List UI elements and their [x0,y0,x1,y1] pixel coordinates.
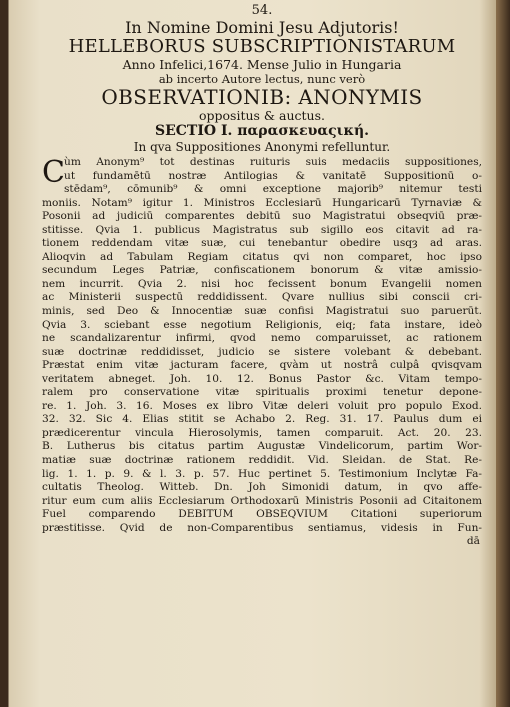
body-text [42,156,482,548]
text-line: nem incurrit. Qvia 2. nisi hoc fecissent bonum Evangelii nomen [42,277,482,290]
text-line: 32. 32. Sic 4. Elias stitit se Achabo 2. Reg. 31. 17. Paulus dum ei [42,413,482,426]
text-line: moniis. Notam⁹ igitur 1. Ministros Ecclesiarū Hungaricarū Tyrnaviæ & [42,196,482,209]
section-subtitle: In qva Suppositiones Anonymi refelluntur. [133,140,391,154]
text-line: secundum Leges Patriæ, confiscationem bonorum & vitæ amissio- [42,264,482,277]
text-line: ralem pro conservatione vitæ spiritualis proximi tenetur depone- [42,386,482,399]
text-line: stitisse. Qvia 1. publicus Magistratus sub sigillo eos citavit ad ra- [42,223,482,236]
book-binding [496,0,510,707]
book-page [42,4,482,704]
text-line: lig. 1. 1. p. 9. & l. 3. p. 57. Huc pertinet 5. Testimonium Inclytæ Fa- [42,467,482,480]
heading-oppositus: oppositus & auctus. [199,108,325,123]
section-heading: SECTIO I. παρασκευαςική. [154,123,370,139]
text-line: tionem reddendam vitæ suæ, cui tenebantur obedire usqȝ ad aras. [42,237,482,250]
text-line: Qvia 3. sciebant esse negotium Religionis, eiq; fata instare, ideò [42,318,482,331]
text-line: cultatis Theolog. Witteb. Dn. Joh Simonidi datum, in qvo affe- [42,481,482,494]
text-line: Præstat enim vitæ jacturam facere, qvàm ut nostrâ culpâ qvisqvam [42,359,482,372]
text-line: ùm Anonym⁹ tot destinas ruituris suis medaciis suppositiones, [64,156,482,168]
text-line: ne scandalizarentur infirmi, qvod nemo comparuisset, ac rationem [42,332,482,345]
text-line: Posonii ad judiciū comparentes debitū suo Magistratui obseqviū præ- [42,210,482,223]
page-number: 54. [251,4,273,18]
text-line: matiæ suæ doctrinæ rationem reddidit. Vid. Sleidan. de Stat. Re- [42,454,482,467]
text-line: Fuel comparendo DEBITUM OBSEQVIUM Citationi superiorum [42,508,482,521]
text-line: B. Lutherus bis citatus partim Augustæ Vindelicorum, partim Wor- [42,440,482,453]
text-line: veritatem abneget. Joh. 10. 12. Bonus Pastor &c. Vitam tempo- [42,372,482,385]
text-line: ac Ministerii suspectū reddidissent. Qvare nullius sibi conscii cri- [42,291,482,304]
heading-observationes: OBSERVATIONIB: ANONYMIS [101,86,423,108]
text-line: minis, sed Deo & Innocentiæ suæ confisi Magistratui suo paruerūt. [42,305,482,318]
text-line: Alioqvin ad Tabulam Regiam citatus qvi non comparet, hoc ipso [42,250,482,263]
drop-initial: C [42,155,65,190]
text-line: prædicerentur vincula Hierosolymis, tamen comparuit. Act. 20. 23. [42,426,482,439]
text-line: stēdam⁹, cōmunib⁹ & omni exceptione majorib⁹ nitemur testi [64,183,482,196]
catchword: dā [466,535,480,548]
text-line: ritur eum cum aliis Ecclesiarum Orthodoxarū Ministris Posonii ad Citaitonem [42,494,482,507]
text-line: præstitisse. Qvid de non-Comparentibus sentiamus, videsis in Fun- [42,521,482,534]
heading-title: HELLEBORUS SUBSCRIPTIONISTARUM [68,37,456,57]
heading-author: ab incerto Autore lectus, nunc verò [158,72,366,86]
text-line: ut fundamētū nostræ Antilogias & vanitatē Suppositionū o- [64,169,482,182]
text-line: re. 1. Joh. 3. 16. Moses ex libro Vitæ deleri voluit pro populo Exod. [42,399,482,412]
heading-invocation: In Nomine Domini Jesu Adjutoris! [125,18,399,37]
heading-date: Anno Infelici,1674. Mense Julio in Hungaria [122,57,402,72]
text-line: suæ doctrinæ reddidisset, judicio se sistere volebant & debebant. [42,345,482,358]
